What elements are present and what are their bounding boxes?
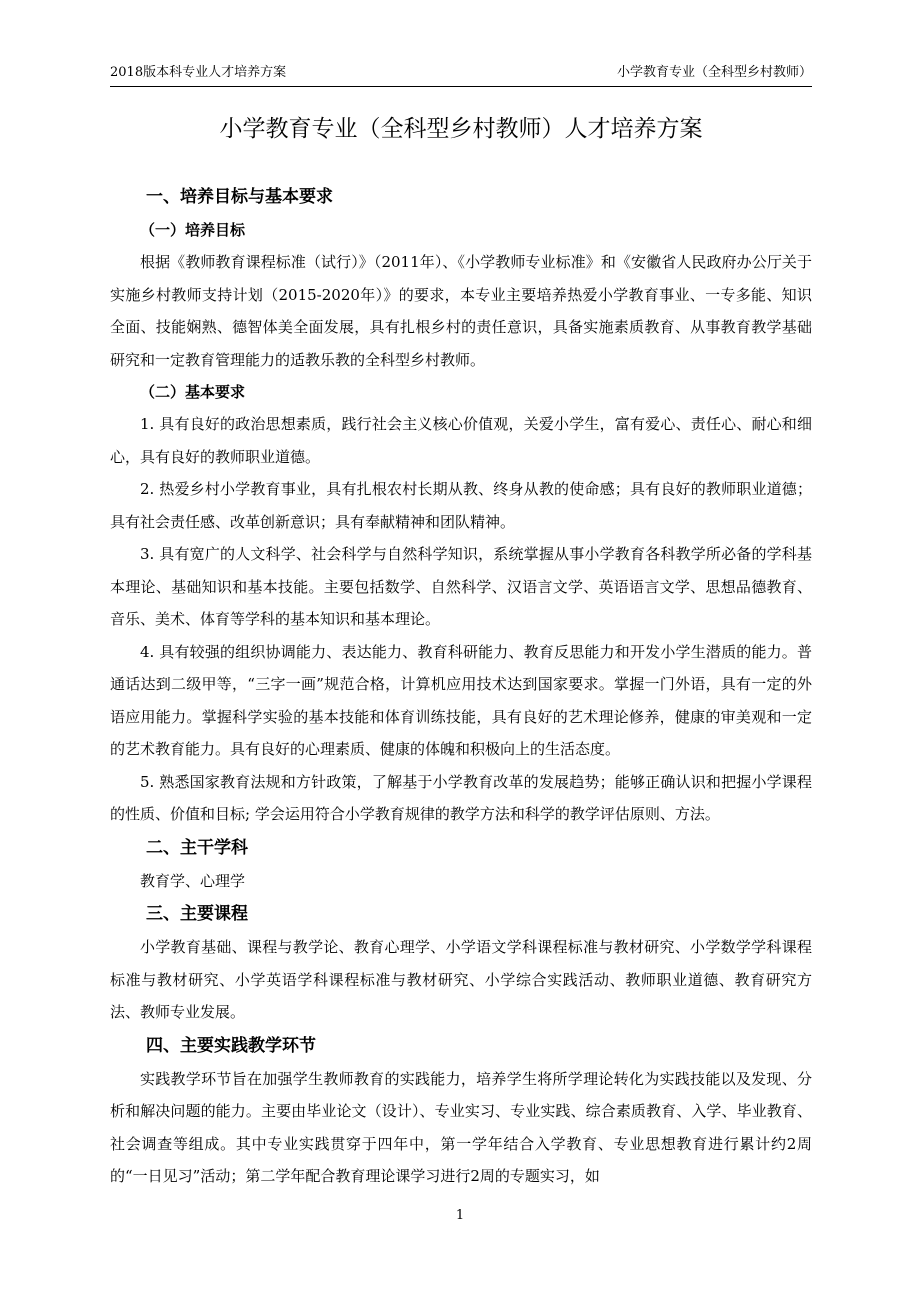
requirement-5: 5. 熟悉国家教育法规和方针政策，了解基于小学教育改革的发展趋势；能够正确认识和把握小学课程的性质、价值和目标; 学会运用符合小学教育规律的教学方法和科学的教学评估原则、方法。 <box>110 772 812 823</box>
section-2-heading: 二、主干学科 <box>146 837 248 858</box>
section-4-heading: 四、主要实践教学环节 <box>146 1035 316 1056</box>
section-1-sub-1-heading: （一）培养目标 <box>140 221 246 239</box>
section-1-paragraph-goal: 根据《教师教育课程标准（试行）》（2011年）、《小学教师专业标准》和《安徽省人民政府办公厅关于实施乡村教师支持计划（2015-2020年）》的要求，本专业主要培养热爱小学教育事业、一专多能、知识全面、技能娴熟、德智体美全面发展，具有扎根乡村的责任意识，具备实施素质教育、从事教育教学基础研究和一定教育管理能力的适教乐教的全科型乡村教师。 <box>110 253 812 369</box>
section-1-sub-2-heading: （二）基本要求 <box>140 383 246 401</box>
section-4-body: 实践教学环节旨在加强学生教师教育的实践能力，培养学生将所学理论转化为实践技能以及发现、分析和解决问题的能力。主要由毕业论文（设计）、专业实习、专业实践、综合素质教育、入学、毕业教育、社会调查等组成。其中专业实践贯穿于四年中，第一学年结合入学教育、专业思想教育进行累计约2周的“一日见习”活动；第二学年配合教育理论课学习进行2周的专题实习，如 <box>110 1069 812 1185</box>
section-2-body: 教育学、心理学 <box>140 871 246 890</box>
header-left-text: 2018版本科专业人才培养方案 <box>110 65 287 80</box>
page-title: 小学教育专业（全科型乡村教师）人才培养方案 <box>219 116 703 142</box>
section-3-heading: 三、主要课程 <box>146 904 248 924</box>
requirement-4: 4. 具有较强的组织协调能力、表达能力、教育科研能力、教育反思能力和开发小学生潜质的能力。普通话达到二级甲等，“三字一画”规范合格，计算机应用技术达到国家要求。掌握一门外语，具有一定的外语应用能力。掌握科学实验的基本技能和体育训练技能，具有良好的艺术理论修养，健康的审美观和一定的艺术教育能力。具有良好的心理素质、健康的体魄和积极向上的生活态度。 <box>110 642 812 758</box>
requirement-2: 2. 热爱乡村小学教育事业，具有扎根农村长期从教、终身从教的使命感；具有良好的教师职业道德；具有社会责任感、改革创新意识；具有奉献精神和团队精神。 <box>110 480 812 531</box>
document-body <box>110 180 812 1193</box>
page-header <box>110 62 812 87</box>
section-1-heading: 一、培养目标与基本要求 <box>146 187 333 207</box>
section-3-body: 小学教育基础、课程与教学论、教育心理学、小学语文学科课程标准与教材研究、小学数学学科课程标准与教材研究、小学英语学科课程标准与教材研究、小学综合实践活动、教师职业道德、教育研究方法、教师专业发展。 <box>110 938 812 1021</box>
header-right-text: 小学教育专业（全科型乡村教师） <box>616 65 812 80</box>
requirement-3: 3. 具有宽广的人文科学、社会科学与自然科学知识，系统掌握从事小学教育各科教学所必备的学科基本理论、基础知识和基本技能。主要包括数学、自然科学、汉语言文学、英语语言文学、思想品德教育、音乐、美术、体育等学科的基本知识和基本理论。 <box>110 545 812 628</box>
page-number: 1 <box>455 1208 465 1223</box>
requirement-1: 1. 具有良好的政治思想素质，践行社会主义核心价值观，关爱小学生，富有爱心、责任心、耐心和细心，具有良好的教师职业道德。 <box>110 415 812 466</box>
